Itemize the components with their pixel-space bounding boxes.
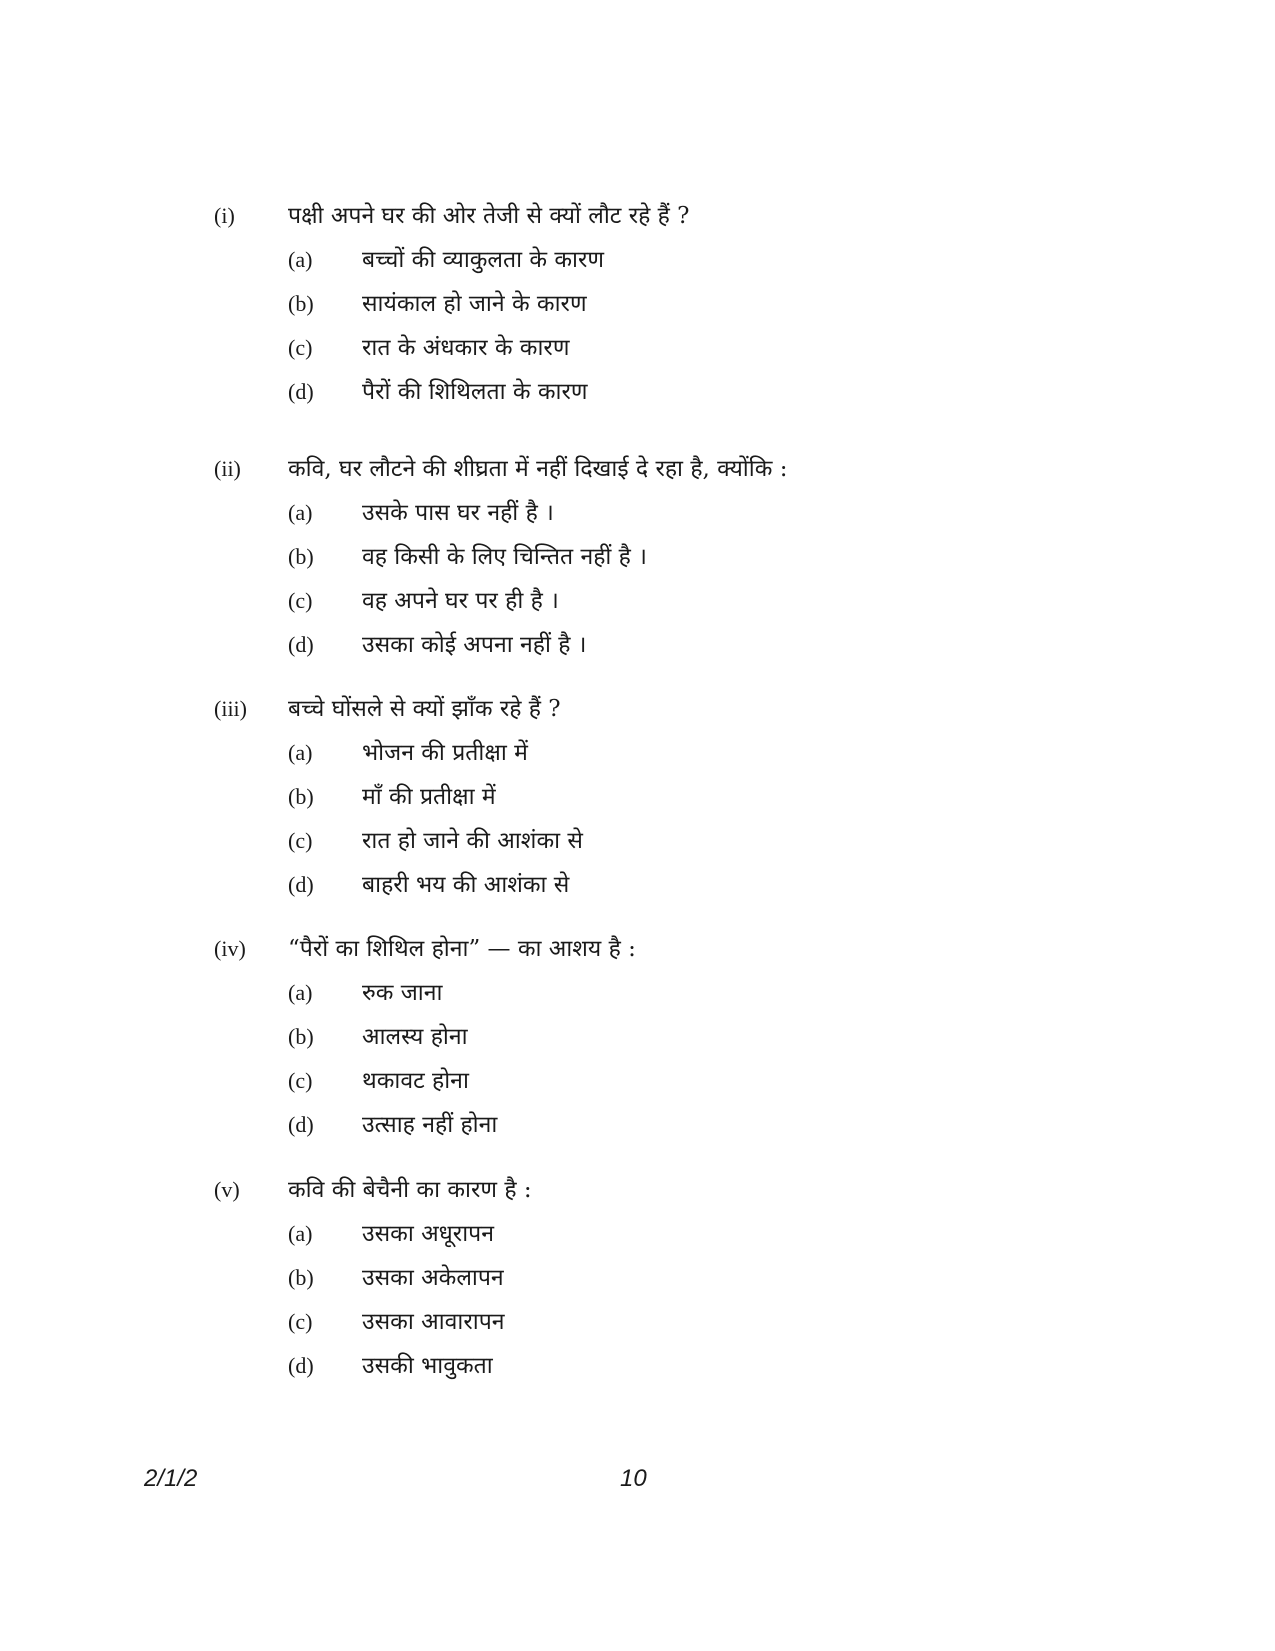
paper-code: 2/1/2 — [144, 1465, 198, 1492]
option — [0, 498, 1275, 528]
option — [0, 782, 1275, 812]
option-label: (d) — [288, 632, 314, 657]
option — [0, 826, 1275, 856]
option — [0, 1110, 1275, 1140]
option — [0, 542, 1275, 572]
option-label: (a) — [288, 500, 313, 525]
option-text: पैरों की शिथिलता के कारण — [362, 379, 588, 405]
option — [0, 1307, 1275, 1337]
option — [0, 1022, 1275, 1052]
option-label: (b) — [288, 544, 314, 569]
option-text: उसकी भावुकता — [362, 1353, 493, 1379]
option — [0, 630, 1275, 660]
option — [0, 1263, 1275, 1293]
option — [0, 377, 1275, 407]
option-text: रात के अंधकार के कारण — [362, 335, 570, 361]
option-label: (c) — [288, 1309, 313, 1334]
option — [0, 289, 1275, 319]
option-text: आलस्य होना — [362, 1024, 468, 1050]
option-text: भोजन की प्रतीक्षा में — [362, 740, 528, 766]
option-text: रुक जाना — [362, 980, 443, 1006]
option-text: बाहरी भय की आशंका से — [362, 872, 570, 898]
option-label: (b) — [288, 1024, 314, 1049]
option — [0, 1219, 1275, 1249]
option-text: वह किसी के लिए चिन्तित नहीं है । — [362, 544, 647, 570]
option — [0, 586, 1275, 616]
question-text: बच्चे घोंसले से क्यों झाँक रहे हैं ? — [288, 696, 561, 722]
option-label: (a) — [288, 740, 313, 765]
option-label: (a) — [288, 1221, 313, 1246]
option-label: (b) — [288, 784, 314, 809]
question-number: (v) — [214, 1177, 240, 1202]
option-label: (a) — [288, 980, 313, 1005]
option — [0, 1351, 1275, 1381]
option-text: थकावट होना — [362, 1068, 469, 1094]
option-label: (c) — [288, 828, 313, 853]
option-label: (a) — [288, 247, 313, 272]
question-text: पक्षी अपने घर की ओर तेजी से क्यों लौट रहे हैं ? — [288, 203, 690, 229]
option-text: उसका अकेलापन — [362, 1265, 504, 1291]
question-text: कवि की बेचैनी का कारण है : — [288, 1177, 532, 1203]
option-text: वह अपने घर पर ही है । — [362, 588, 559, 614]
option-text: रात हो जाने की आशंका से — [362, 828, 583, 854]
question-text: कवि, घर लौटने की शीघ्रता में नहीं दिखाई दे रहा है, क्योंकि : — [288, 456, 788, 482]
option-text: उसके पास घर नहीं है । — [362, 500, 554, 526]
option-label: (c) — [288, 1068, 313, 1093]
question-text: “पैरों का शिथिल होना” — का आशय है : — [288, 936, 636, 962]
option-text: उसका अधूरापन — [362, 1221, 494, 1247]
question-number: (iii) — [214, 696, 247, 721]
option — [0, 1066, 1275, 1096]
option — [0, 333, 1275, 363]
option-label: (d) — [288, 1112, 314, 1137]
option — [0, 245, 1275, 275]
option — [0, 738, 1275, 768]
option-label: (c) — [288, 335, 313, 360]
option-label: (d) — [288, 379, 314, 404]
page-number: 10 — [620, 1465, 647, 1492]
option-label: (d) — [288, 872, 314, 897]
option-label: (b) — [288, 1265, 314, 1290]
option-text: उसका कोई अपना नहीं है । — [362, 632, 587, 658]
question-number: (ii) — [214, 456, 241, 481]
question-number: (iv) — [214, 936, 246, 961]
option — [0, 870, 1275, 900]
option-text: बच्चों की व्याकुलता के कारण — [362, 247, 605, 273]
option-label: (b) — [288, 291, 314, 316]
option-text: उसका आवारापन — [362, 1309, 505, 1335]
option-text: उत्साह नहीं होना — [362, 1112, 498, 1138]
option-label: (d) — [288, 1353, 314, 1378]
question-number: (i) — [214, 203, 235, 228]
option-label: (c) — [288, 588, 313, 613]
option-text: सायंकाल हो जाने के कारण — [362, 291, 587, 317]
option — [0, 978, 1275, 1008]
option-text: माँ की प्रतीक्षा में — [362, 784, 496, 810]
